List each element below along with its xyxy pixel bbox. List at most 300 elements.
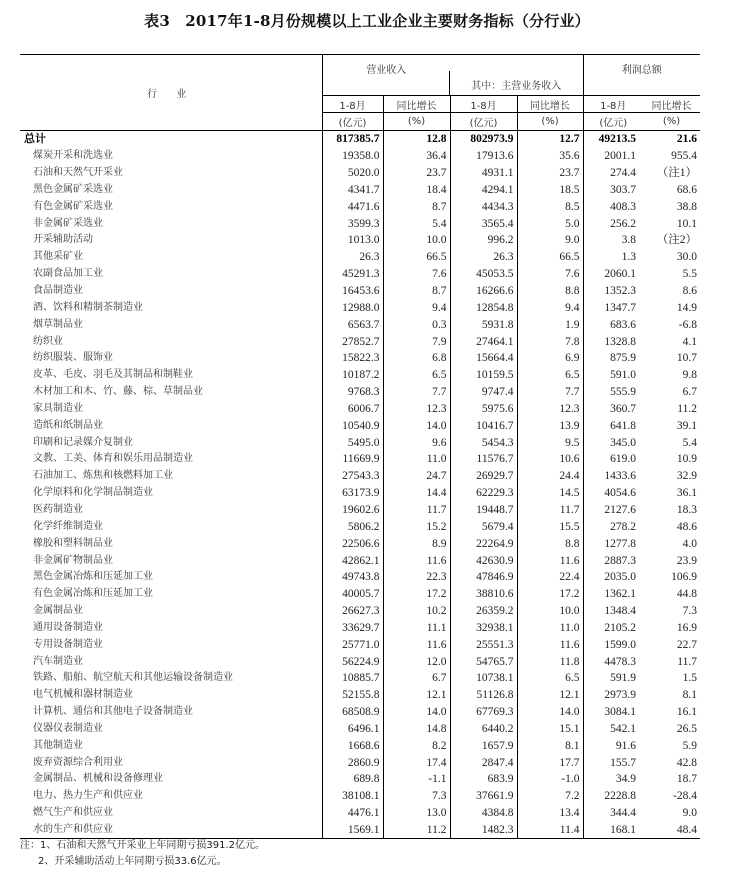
revenue-value: 40005.7 (322, 586, 383, 603)
main-revenue-growth: 12.1 (517, 687, 583, 704)
industry-name: 纺织业 (20, 333, 322, 350)
revenue-growth: 9.6 (383, 434, 450, 451)
profit-growth: 10.9 (676, 453, 697, 466)
revenue-value: 1013.0 (322, 232, 383, 249)
main-revenue-growth: 24.4 (517, 468, 583, 485)
main-revenue-value: 47846.9 (450, 569, 517, 586)
main-revenue-value: 12854.8 (450, 299, 517, 316)
main-revenue-value: 3565.4 (450, 215, 517, 232)
table-row (20, 788, 700, 805)
profit-growth: 11.2 (677, 402, 697, 415)
main-revenue-growth: 66.5 (517, 249, 583, 266)
revenue-value: 42862.1 (322, 552, 383, 569)
profit-value: 683.6 (610, 318, 636, 331)
main-revenue-growth: 12.3 (517, 401, 583, 418)
revenue-growth: 11.1 (383, 619, 450, 636)
main-revenue-value: 5454.3 (450, 434, 517, 451)
main-revenue-growth: 8.5 (517, 198, 583, 215)
revenue-value: 4341.7 (322, 182, 383, 199)
table-row (20, 552, 700, 569)
table-row (20, 670, 700, 687)
main-revenue-value: 4384.8 (450, 805, 517, 822)
profit-growth: 106.9 (671, 571, 697, 584)
main-revenue-value: 9747.4 (450, 384, 517, 401)
main-revenue-value: 5679.4 (450, 518, 517, 535)
revenue-value: 15822.3 (322, 350, 383, 367)
industry-name: 金属制品、机械和设备修理业 (20, 771, 322, 788)
industry-name: 医药制造业 (20, 502, 322, 519)
table-row-total (20, 131, 700, 148)
table-row (20, 215, 700, 232)
industry-name: 酒、饮料和精制茶制造业 (20, 299, 322, 316)
revenue-value: 63173.9 (322, 485, 383, 502)
main-revenue-value: 17913.6 (450, 148, 517, 165)
profit-value: 1599.0 (604, 638, 636, 651)
table-row (20, 771, 700, 788)
profit-value: 875.9 (610, 352, 636, 365)
footnotes (20, 838, 265, 870)
industry-name: 通用设备制造业 (20, 619, 322, 636)
revenue-value: 10187.2 (322, 367, 383, 384)
revenue-growth: 8.7 (383, 283, 450, 300)
table-row (20, 384, 700, 401)
industry-name: 皮革、毛皮、羽毛及其制品和制鞋业 (20, 367, 322, 384)
revenue-value: 5020.0 (322, 165, 383, 182)
table-row (20, 721, 700, 738)
main-revenue-value: 38810.6 (450, 586, 517, 603)
profit-value: 274.4 (610, 167, 636, 180)
revenue-value: 68508.9 (322, 704, 383, 721)
table-row (20, 350, 700, 367)
profit-value: 344.4 (610, 807, 636, 820)
main-revenue-growth: 23.7 (517, 165, 583, 182)
table-row (20, 653, 700, 670)
revenue-growth: 6.7 (383, 670, 450, 687)
table-row (20, 518, 700, 535)
profit-value: 1328.8 (604, 335, 636, 348)
main-revenue-growth: 1.9 (517, 316, 583, 333)
profit-value: 4054.6 (604, 487, 636, 500)
main-revenue-value: 996.2 (450, 232, 517, 249)
table-row (20, 569, 700, 586)
profit-value: 3084.1 (604, 706, 636, 719)
industry-name: 食品制造业 (20, 283, 322, 300)
industry-name: 家具制造业 (20, 401, 322, 418)
revenue-growth: 24.7 (383, 468, 450, 485)
header-profit-unit: (亿元) (583, 113, 643, 131)
revenue-growth: 0.3 (383, 316, 450, 333)
main-revenue-value: 25551.3 (450, 636, 517, 653)
header-rev-growth: 同比增长 (383, 96, 450, 113)
profit-growth: 8.6 (682, 285, 697, 298)
profit-value: 591.0 (610, 369, 636, 382)
revenue-value: 2860.9 (322, 754, 383, 771)
header-main-unit: (亿元) (450, 113, 517, 131)
profit-growth: 32.9 (676, 470, 697, 483)
profit-value: 345.0 (610, 436, 636, 449)
table-row (20, 417, 700, 434)
main-revenue-growth: 22.4 (517, 569, 583, 586)
main-revenue-value: 802973.9 (450, 131, 517, 148)
profit-growth: 30.0 (676, 251, 697, 264)
revenue-value: 25771.0 (322, 636, 383, 653)
table-row (20, 198, 700, 215)
table-row (20, 182, 700, 199)
profit-growth: 5.9 (682, 739, 697, 752)
table-title: 表3 2017年1-8月份规模以上工业企业主要财务指标（分行业） (144, 12, 590, 30)
profit-value: 49213.5 (598, 133, 636, 146)
main-revenue-growth: 10.0 (517, 603, 583, 620)
profit-value: 4478.3 (604, 655, 636, 668)
table-row (20, 401, 700, 418)
table-row (20, 502, 700, 519)
profit-growth: 10.1 (676, 217, 697, 230)
main-revenue-growth: 9.4 (517, 299, 583, 316)
revenue-growth: 11.6 (383, 552, 450, 569)
main-revenue-value: 26929.7 (450, 468, 517, 485)
main-revenue-growth: 18.5 (517, 182, 583, 199)
industry-name: 黑色金属矿采选业 (20, 182, 322, 199)
revenue-growth: 22.3 (383, 569, 450, 586)
revenue-value: 5495.0 (322, 434, 383, 451)
table-row (20, 468, 700, 485)
revenue-value: 6496.1 (322, 721, 383, 738)
header-main-revenue: 其中：主营业务收入 (450, 55, 583, 96)
industry-name: 石油加工、炼焦和核燃料加工业 (20, 468, 322, 485)
profit-growth: 1.5 (682, 672, 697, 685)
profit-value: 303.7 (610, 183, 636, 196)
main-revenue-value: 5931.8 (450, 316, 517, 333)
profit-growth: 4.1 (682, 335, 697, 348)
industry-name: 有色金属矿采选业 (20, 198, 322, 215)
industry-name: 化学原料和化学制品制造业 (20, 485, 322, 502)
industry-name: 水的生产和供应业 (20, 822, 322, 839)
main-revenue-growth: 17.2 (517, 586, 583, 603)
profit-growth: 16.9 (676, 621, 697, 634)
revenue-growth: 18.4 (383, 182, 450, 199)
main-revenue-value: 45053.5 (450, 266, 517, 283)
profit-value: 542.1 (610, 722, 636, 735)
industry-name: 仪器仪表制造业 (20, 721, 322, 738)
main-revenue-growth: 15.1 (517, 721, 583, 738)
industry-name: 橡胶和塑料制品业 (20, 535, 322, 552)
footnote-1: 注：1、石油和天然气开采业上年同期亏损391.2亿元。 (20, 840, 265, 851)
main-revenue-value: 6440.2 (450, 721, 517, 738)
main-revenue-growth: 35.6 (517, 148, 583, 165)
header-main-growth: 同比增长 (517, 96, 583, 113)
revenue-growth: 14.0 (383, 417, 450, 434)
main-revenue-growth: 8.8 (517, 535, 583, 552)
main-revenue-value: 27464.1 (450, 333, 517, 350)
revenue-value: 9768.3 (322, 384, 383, 401)
industry-name: 废弃资源综合利用业 (20, 754, 322, 771)
revenue-growth: 10.0 (383, 232, 450, 249)
main-revenue-growth: 8.8 (517, 283, 583, 300)
profit-value: 360.7 (610, 402, 636, 415)
revenue-growth: 14.8 (383, 721, 450, 738)
main-revenue-growth: 7.2 (517, 788, 583, 805)
revenue-growth: 12.3 (383, 401, 450, 418)
profit-value: 641.8 (610, 419, 636, 432)
revenue-growth: 7.9 (383, 333, 450, 350)
table-row (20, 485, 700, 502)
industry-name: 有色金属冶炼和压延加工业 (20, 586, 322, 603)
revenue-growth: 12.8 (383, 131, 450, 148)
industry-name: 非金属矿物制品业 (20, 552, 322, 569)
main-revenue-value: 42630.9 (450, 552, 517, 569)
main-revenue-growth: 11.7 (517, 502, 583, 519)
revenue-growth: 36.4 (383, 148, 450, 165)
industry-name: 金属制品业 (20, 603, 322, 620)
revenue-growth: 9.4 (383, 299, 450, 316)
industry-name: 化学纤维制造业 (20, 518, 322, 535)
revenue-growth: 12.0 (383, 653, 450, 670)
table-row (20, 451, 700, 468)
profit-growth: 44.8 (676, 588, 697, 601)
revenue-value: 12988.0 (322, 299, 383, 316)
main-revenue-value: 4931.1 (450, 165, 517, 182)
profit-value: 408.3 (610, 200, 636, 213)
header-revenue: 营业收入 (322, 55, 450, 96)
main-revenue-value: 19448.7 (450, 502, 517, 519)
profit-value: 91.6 (615, 739, 636, 752)
revenue-growth: 11.7 (383, 502, 450, 519)
header-rev-unit: (亿元) (322, 113, 383, 131)
revenue-value: 22506.6 (322, 535, 383, 552)
main-revenue-growth: 7.6 (517, 266, 583, 283)
header-rev-growth-unit: (%) (383, 113, 450, 131)
industry-name: 铁路、船舶、航空航天和其他运输设备制造业 (20, 670, 322, 687)
main-revenue-growth: 13.4 (517, 805, 583, 822)
industry-name: 农副食品加工业 (20, 266, 322, 283)
industry-name: 石油和天然气开采业 (20, 165, 322, 182)
main-revenue-growth: 17.7 (517, 754, 583, 771)
table-row (20, 232, 700, 249)
profit-growth: 18.3 (676, 503, 697, 516)
revenue-value: 33629.7 (322, 619, 383, 636)
table-row (20, 148, 700, 165)
main-revenue-value: 10159.5 (450, 367, 517, 384)
revenue-growth: 8.7 (383, 198, 450, 215)
revenue-growth: 14.0 (383, 704, 450, 721)
profit-growth: 36.1 (676, 487, 697, 500)
industry-name: 电力、热力生产和供应业 (20, 788, 322, 805)
profit-growth: 11.7 (677, 655, 697, 668)
revenue-value: 1569.1 (322, 822, 383, 839)
revenue-growth: 15.2 (383, 518, 450, 535)
table-row (20, 619, 700, 636)
header-profit-growth: 同比增长 (643, 96, 700, 113)
revenue-growth: 11.0 (383, 451, 450, 468)
header-main-growth-unit: (%) (517, 113, 583, 131)
industry-name: 非金属矿采选业 (20, 215, 322, 232)
table-row (20, 737, 700, 754)
profit-value: 2105.2 (604, 621, 636, 634)
profit-growth: 42.8 (676, 756, 697, 769)
revenue-value: 38108.1 (322, 788, 383, 805)
revenue-value: 52155.8 (322, 687, 383, 704)
profit-growth: （注2） (656, 234, 697, 247)
main-revenue-value: 10416.7 (450, 417, 517, 434)
profit-growth: 16.1 (676, 706, 697, 719)
profit-value: 2228.8 (604, 790, 636, 803)
profit-growth: 9.0 (682, 807, 697, 820)
profit-value: 1347.7 (604, 301, 636, 314)
main-revenue-value: 4434.3 (450, 198, 517, 215)
table-row (20, 367, 700, 384)
industry-name: 黑色金属冶炼和压延加工业 (20, 569, 322, 586)
revenue-value: 45291.3 (322, 266, 383, 283)
revenue-growth: 8.9 (383, 535, 450, 552)
industry-name: 造纸和纸制品业 (20, 417, 322, 434)
industry-name: 其他采矿业 (20, 249, 322, 266)
main-revenue-growth: -1.0 (517, 771, 583, 788)
table-row (20, 316, 700, 333)
main-revenue-growth: 12.7 (517, 131, 583, 148)
profit-value: 1277.8 (604, 537, 636, 550)
revenue-growth: 66.5 (383, 249, 450, 266)
industry-name: 烟草制品业 (20, 316, 322, 333)
industry-name: 煤炭开采和洗选业 (20, 148, 322, 165)
profit-growth: 39.1 (676, 419, 697, 432)
main-revenue-value: 26.3 (450, 249, 517, 266)
revenue-growth: 6.5 (383, 367, 450, 384)
header-profit-growth-unit: (%) (643, 113, 700, 131)
profit-growth: -28.4 (673, 790, 697, 803)
revenue-value: 26627.3 (322, 603, 383, 620)
revenue-value: 49743.8 (322, 569, 383, 586)
main-revenue-growth: 11.6 (517, 552, 583, 569)
revenue-value: 26.3 (322, 249, 383, 266)
revenue-growth: 14.4 (383, 485, 450, 502)
industry-name: 燃气生产和供应业 (20, 805, 322, 822)
main-revenue-value: 62229.3 (450, 485, 517, 502)
industry-name: 文教、工美、体育和娱乐用品制造业 (20, 451, 322, 468)
revenue-growth: 23.7 (383, 165, 450, 182)
revenue-value: 3599.3 (322, 215, 383, 232)
revenue-growth: 11.2 (383, 822, 450, 839)
main-revenue-value: 4294.1 (450, 182, 517, 199)
profit-value: 1352.3 (604, 285, 636, 298)
profit-growth: 48.6 (676, 520, 697, 533)
table-row (20, 283, 700, 300)
revenue-growth: 10.2 (383, 603, 450, 620)
profit-value: 1348.4 (604, 605, 636, 618)
profit-value: 278.2 (610, 520, 636, 533)
profit-value: 2887.3 (604, 554, 636, 567)
table-row (20, 299, 700, 316)
revenue-value: 27852.7 (322, 333, 383, 350)
table-row (20, 586, 700, 603)
main-revenue-value: 683.9 (450, 771, 517, 788)
table-row (20, 165, 700, 182)
main-revenue-value: 51126.8 (450, 687, 517, 704)
footnote-2: 2、开采辅助活动上年同期亏损33.6亿元。 (38, 856, 227, 867)
profit-value: 2127.6 (604, 503, 636, 516)
profit-growth: 26.5 (676, 722, 697, 735)
main-revenue-value: 26359.2 (450, 603, 517, 620)
profit-value: 256.2 (610, 217, 636, 230)
revenue-growth: 12.1 (383, 687, 450, 704)
main-revenue-growth: 11.8 (517, 653, 583, 670)
table-body (20, 131, 700, 839)
header-main-period: 1-8月 (450, 96, 517, 113)
main-revenue-growth: 11.6 (517, 636, 583, 653)
revenue-value: 6563.7 (322, 316, 383, 333)
industry-name: 印刷和记录媒介复制业 (20, 434, 322, 451)
profit-growth: -6.8 (678, 318, 697, 331)
table-row (20, 704, 700, 721)
main-revenue-growth: 7.7 (517, 384, 583, 401)
profit-growth: 14.9 (676, 301, 697, 314)
main-revenue-value: 11576.7 (450, 451, 517, 468)
main-revenue-value: 32938.1 (450, 619, 517, 636)
industry-name: 总计 (20, 131, 322, 148)
revenue-value: 10885.7 (322, 670, 383, 687)
main-revenue-growth: 10.6 (517, 451, 583, 468)
profit-growth: 5.4 (682, 436, 697, 449)
revenue-value: 6006.7 (322, 401, 383, 418)
main-revenue-growth: 7.8 (517, 333, 583, 350)
profit-growth: 4.0 (682, 537, 697, 550)
main-revenue-value: 10738.1 (450, 670, 517, 687)
header-profit-period: 1-8月 (583, 96, 643, 113)
table-row (20, 333, 700, 350)
revenue-growth: 13.0 (383, 805, 450, 822)
table-row (20, 822, 700, 839)
main-revenue-growth: 5.0 (517, 215, 583, 232)
profit-growth: 38.8 (676, 200, 697, 213)
profit-value: 155.7 (610, 756, 636, 769)
table-row (20, 754, 700, 771)
profit-value: 2035.0 (604, 571, 636, 584)
main-revenue-value: 2847.4 (450, 754, 517, 771)
revenue-value: 11669.9 (322, 451, 383, 468)
main-revenue-growth: 14.0 (517, 704, 583, 721)
main-revenue-growth: 15.5 (517, 518, 583, 535)
profit-value: 1433.6 (604, 470, 636, 483)
profit-growth: 5.5 (682, 268, 697, 281)
revenue-growth: 5.4 (383, 215, 450, 232)
profit-value: 619.0 (610, 453, 636, 466)
table-row (20, 266, 700, 283)
main-revenue-growth: 13.9 (517, 417, 583, 434)
revenue-growth: 17.2 (383, 586, 450, 603)
profit-value: 1.3 (621, 251, 636, 264)
profit-growth: 10.7 (676, 352, 697, 365)
revenue-growth: 7.6 (383, 266, 450, 283)
profit-growth: 8.1 (682, 689, 697, 702)
main-revenue-growth: 11.0 (517, 619, 583, 636)
revenue-growth: 17.4 (383, 754, 450, 771)
main-revenue-growth: 6.5 (517, 367, 583, 384)
profit-growth: 48.4 (643, 822, 700, 839)
profit-value: 2001.1 (604, 150, 636, 163)
revenue-value: 19358.0 (322, 148, 383, 165)
table-row (20, 434, 700, 451)
main-revenue-value: 16266.6 (450, 283, 517, 300)
header-rev-period: 1-8月 (322, 96, 383, 113)
profit-value: 3.8 (621, 234, 636, 247)
industry-name: 专用设备制造业 (20, 636, 322, 653)
profit-growth: 955.4 (671, 150, 697, 163)
industry-name: 其他制造业 (20, 737, 322, 754)
revenue-value: 19602.6 (322, 502, 383, 519)
profit-growth: 6.7 (682, 386, 697, 399)
main-revenue-growth: 11.4 (517, 822, 583, 839)
profit-value: 2060.1 (604, 268, 636, 281)
revenue-growth: 7.3 (383, 788, 450, 805)
